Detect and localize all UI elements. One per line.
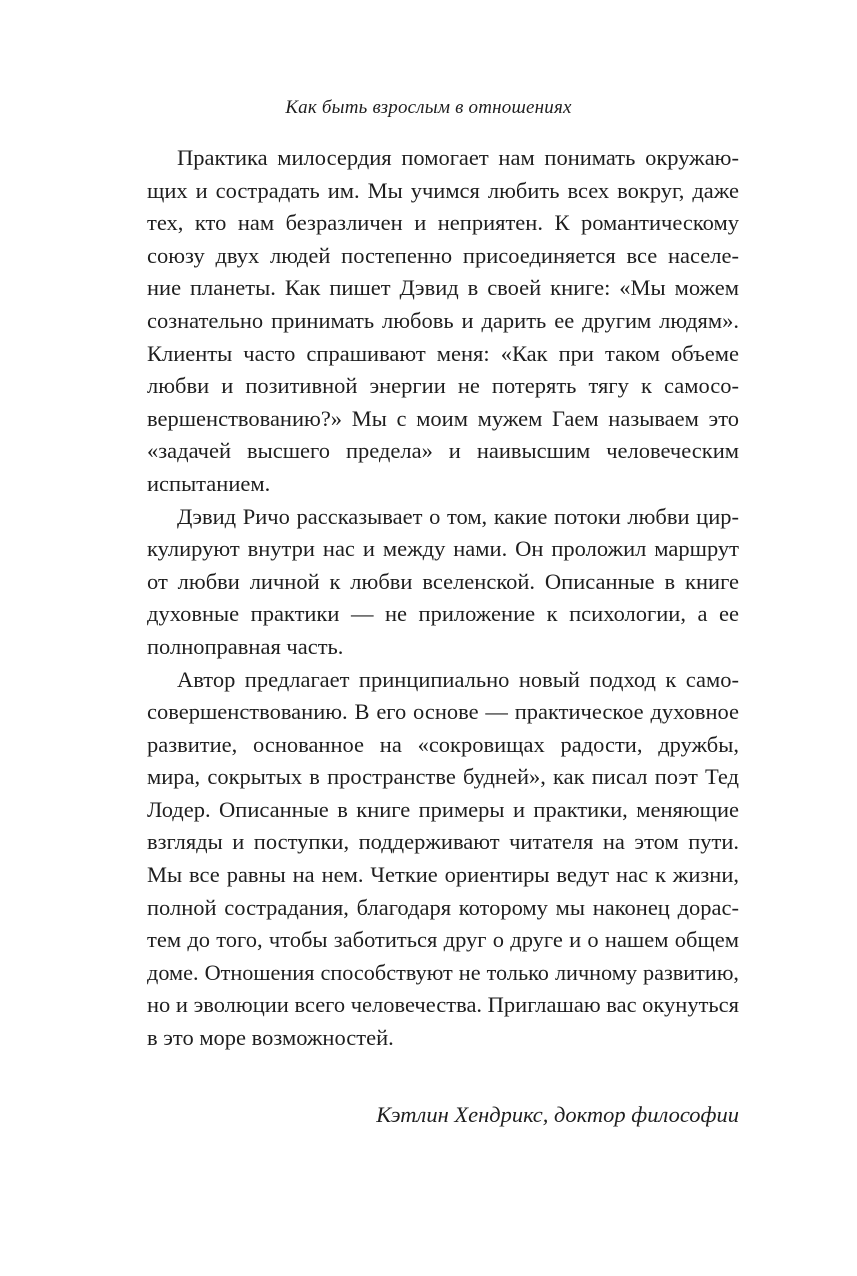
text-line: развитие, основанное на «сокровищах радости, дружбы, — [147, 731, 739, 757]
text-line: Клиенты часто спрашивают меня: «Как при таком объеме — [147, 340, 739, 366]
text-line: вершенствованию?» Мы с моим мужем Гаем называем это — [147, 405, 739, 431]
text-line: тем до того, чтобы заботиться друг о друге и о нашем общем — [147, 927, 739, 953]
text-line: полной сострадания, благодаря которому мы наконец дорас- — [147, 894, 739, 920]
text-line: совершенствованию. В его основе — практическое духовное — [147, 699, 739, 725]
text-line: в это море возможностей. — [147, 1025, 394, 1051]
text-line: мира, сокрытых в пространстве будней», как писал поэт Тед — [147, 764, 739, 790]
text-line: ние планеты. Как пишет Дэвид в своей книге: «Мы можем — [147, 275, 739, 301]
text-line: тех, кто нам безразличен и неприятен. К романтическому — [147, 210, 739, 236]
text-line: доме. Отношения способствуют не только личному развитию, — [147, 959, 739, 985]
text-line: «задачей высшего предела» и наивысшим человеческим — [147, 438, 739, 464]
text-line: но и эволюции всего человечества. Приглашаю вас окунуться — [147, 992, 740, 1018]
text-line: Дэвид Ричо рассказывает о том, какие потоки любви цир- — [177, 503, 739, 529]
text-line: щих и сострадать им. Мы учимся любить всех вокруг, даже — [147, 177, 739, 203]
text-line: испытанием. — [147, 470, 271, 496]
paragraph-1 — [147, 142, 739, 501]
text-line: от любви личной к любви вселенской. Описанные в книге — [147, 568, 739, 594]
text-line: союзу двух людей постепенно присоединяется все населе- — [147, 242, 739, 268]
paragraph-3 — [147, 664, 739, 1055]
text-line: Автор предлагает принципиально новый подход к само- — [177, 666, 739, 692]
text-line: сознательно принимать любовь и дарить ее другим людям». — [147, 307, 739, 333]
body-text — [147, 142, 739, 1055]
text-line: Практика милосердия помогает нам понимать окружаю- — [177, 145, 739, 170]
text-line: Лодер. Описанные в книге примеры и практики, меняющие — [147, 796, 739, 822]
author-signature: Кэтлин Хендрикс, доктор философии — [376, 1102, 739, 1127]
text-line: кулируют внутри нас и между нами. Он проложил маршрут — [147, 536, 739, 562]
text-line: духовные практики — не приложение к психологии, а ее — [147, 601, 739, 627]
text-line: полноправная часть. — [147, 633, 344, 659]
paragraph-2 — [147, 501, 739, 664]
text-line: Мы все равны на нем. Четкие ориентиры ведут нас к жизни, — [147, 862, 739, 888]
running-head: Как быть взрослым в отношениях — [285, 97, 572, 118]
text-line: любви и позитивной энергии не потерять тягу к самосо- — [147, 373, 739, 399]
text-line: взгляды и поступки, поддерживают читателя на этом пути. — [147, 829, 739, 855]
